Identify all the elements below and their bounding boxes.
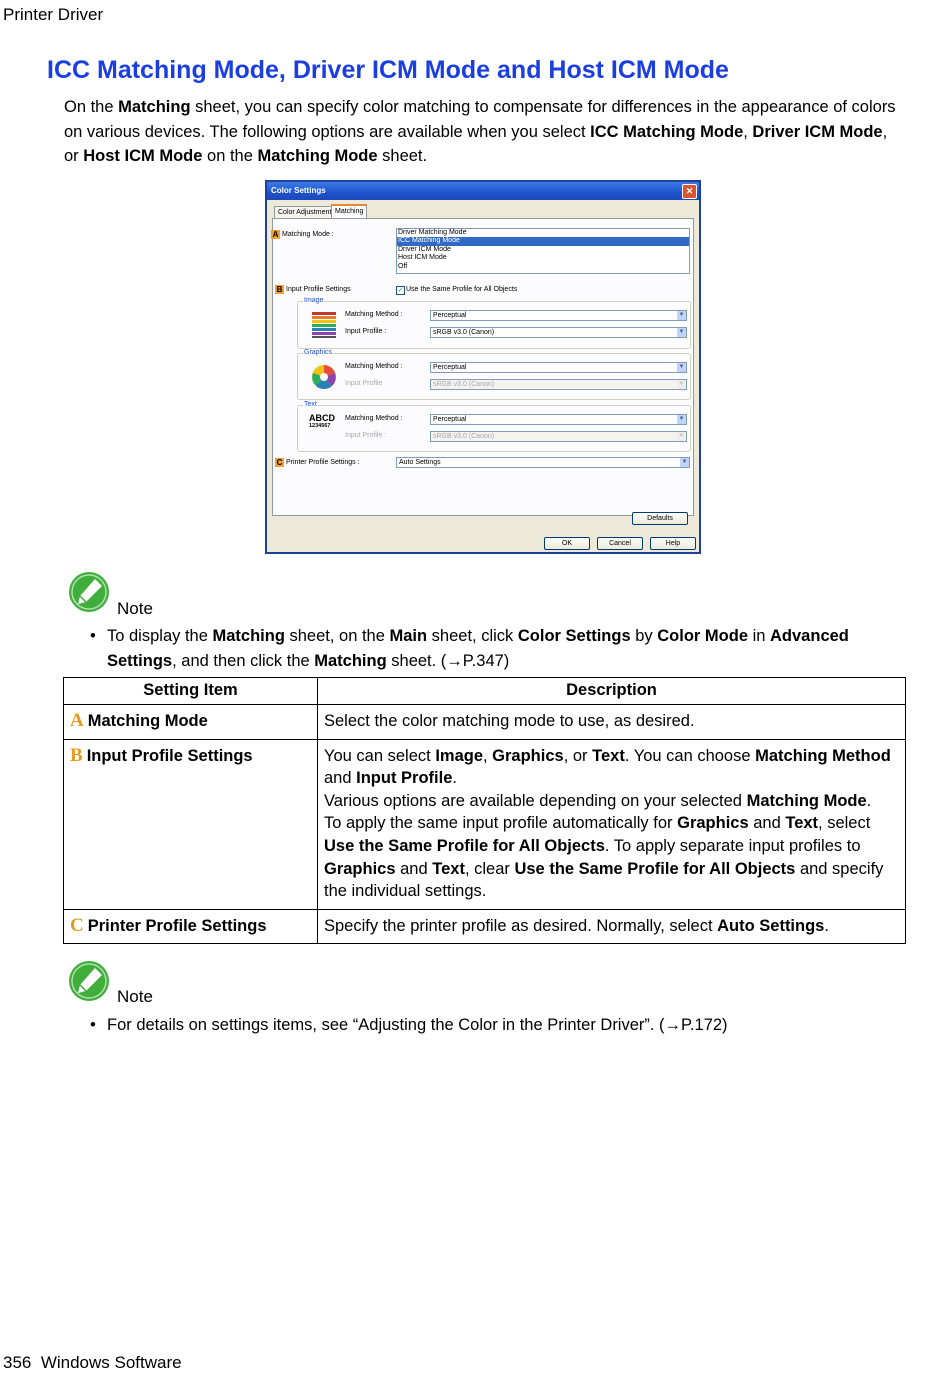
note-bullet xyxy=(90,624,910,674)
same-profile-checkbox[interactable]: ✓ xyxy=(397,287,404,294)
footer-section: Windows Software xyxy=(40,1353,182,1372)
marker-b: B xyxy=(276,285,283,294)
text-profile-select xyxy=(430,431,687,442)
same-profile-label: Use the Same Profile for All Objects xyxy=(406,286,518,293)
dialog-titlebar xyxy=(267,182,699,200)
graphics-method-label: Matching Method : xyxy=(345,363,403,370)
text-profile-label: Input Profile : xyxy=(345,432,387,439)
image-method-value: Perceptual xyxy=(433,312,467,319)
note-bullet xyxy=(90,1013,910,1038)
bullet-icon: • xyxy=(90,627,96,645)
row-name: Matching Mode xyxy=(87,712,208,730)
description-cell: Select the color matching mode to use, as desired. xyxy=(318,705,906,740)
page-footer xyxy=(3,1353,182,1373)
description-cell: Specify the printer profile as desired. Normally, select Auto Settings. xyxy=(318,909,906,944)
graphics-group-title: Graphics xyxy=(304,349,333,356)
image-profile-value: sRGB v3.0 (Canon) xyxy=(433,329,495,336)
tab-matching[interactable]: Matching xyxy=(331,204,367,219)
table-header-row xyxy=(64,678,906,705)
matching-tab-panel xyxy=(272,218,694,522)
row-letter: B xyxy=(70,744,83,766)
matching-mode-listbox[interactable] xyxy=(396,228,690,274)
graphics-method-select[interactable] xyxy=(430,362,687,373)
image-method-select[interactable] xyxy=(430,310,687,321)
image-group xyxy=(297,297,691,349)
note-text: To display the Matching sheet, on the Main sheet, click Color Settings by Color Mode in Advanced Settings, and then click the Matching sheet. (→P.347) xyxy=(107,627,849,670)
note-pencil-icon xyxy=(68,571,110,613)
table-header-description: Description xyxy=(318,678,906,705)
table-header-setting-item: Setting Item xyxy=(64,678,318,705)
cancel-button[interactable]: Cancel xyxy=(597,537,643,550)
text-thumb-line1: ABCD xyxy=(309,413,335,423)
color-settings-dialog xyxy=(265,180,701,554)
list-item[interactable]: Host ICM Mode xyxy=(398,254,447,262)
text-group xyxy=(297,401,691,452)
image-profile-label: Input Profile : xyxy=(345,328,387,335)
text-group-title: Text xyxy=(304,401,317,408)
text-profile-value: sRGB v3.0 (Canon) xyxy=(433,433,495,440)
graphics-profile-value: sRGB v3.0 (Canon) xyxy=(433,381,495,388)
image-method-label: Matching Method : xyxy=(345,311,403,318)
printer-profile-label: Printer Profile Settings : xyxy=(286,459,360,466)
tab-color-adjustment[interactable]: Color Adjustment xyxy=(274,206,335,218)
table-row xyxy=(64,909,906,944)
help-button[interactable]: Help xyxy=(650,537,696,550)
list-item[interactable]: Driver Matching Mode xyxy=(398,229,467,236)
graphics-profile-select xyxy=(430,379,687,390)
note-text: For details on settings items, see “Adjusting the Color in the Printer Driver”. (→P.172) xyxy=(107,1016,728,1034)
setting-item-cell xyxy=(64,739,318,909)
chevron-down-icon[interactable]: ▼ xyxy=(678,329,685,335)
chevron-down-icon[interactable]: ▼ xyxy=(678,416,685,422)
page-number: 356 xyxy=(3,1353,32,1372)
graphics-group xyxy=(297,349,691,400)
input-profile-settings-label: Input Profile Settings xyxy=(286,286,351,293)
graphics-profile-label: Input Profile xyxy=(345,380,383,387)
description-cell: You can select Image, Graphics, or Text. You can choose Matching Method and Input Profile. Various options are available depending on your selected Matching Mode. To apply the same input profile automatically for Graphics and Text, select Use the Same Profile for All Objects. To apply separate input profiles to Graphics and Text, clear Use the Same Profile for All Objects and specify the individual settings. xyxy=(318,739,906,909)
matching-mode-label: Matching Mode : xyxy=(282,231,334,238)
row-name: Input Profile Settings xyxy=(86,746,253,765)
intro-paragraph: On the Matching sheet, you can specify color matching to compensate for differences in the appearance of colors on various devices. The following options are available when you select ICC Matching Mode, Driver ICM Mode, or Host ICM Mode on the Matching Mode sheet. xyxy=(64,98,896,165)
text-method-value: Perceptual xyxy=(433,416,467,423)
graphics-thumbnail-icon xyxy=(310,362,338,392)
dialog-title: Color Settings xyxy=(271,186,326,195)
defaults-button[interactable]: Defaults xyxy=(632,512,688,525)
chevron-down-icon[interactable]: ▼ xyxy=(681,459,688,465)
text-method-select[interactable] xyxy=(430,414,687,425)
list-item[interactable]: Driver ICM Mode xyxy=(398,245,451,253)
text-method-label: Matching Method : xyxy=(345,415,403,422)
printer-profile-select[interactable] xyxy=(396,457,690,468)
note-pencil-icon xyxy=(68,960,110,1002)
marker-c: C xyxy=(276,458,283,467)
note-label: Note xyxy=(117,599,153,618)
image-thumbnail-icon xyxy=(310,310,338,340)
list-item[interactable]: Off xyxy=(398,262,408,270)
text-thumb-line2: 1234567 xyxy=(309,423,331,429)
table-row xyxy=(64,705,906,740)
list-item[interactable]: ICC Matching Mode xyxy=(397,237,689,245)
setting-item-cell xyxy=(64,705,318,740)
setting-item-cell xyxy=(64,909,318,944)
note-label: Note xyxy=(117,987,153,1006)
page-title: ICC Matching Mode, Driver ICM Mode and Host ICM Mode xyxy=(47,56,729,84)
chevron-down-icon[interactable]: ▼ xyxy=(678,312,685,318)
text-thumbnail-icon xyxy=(309,414,337,444)
image-group-title: Image xyxy=(304,297,324,304)
table-row xyxy=(64,739,906,909)
close-icon[interactable]: ✕ xyxy=(682,184,697,199)
bullet-icon: • xyxy=(90,1016,96,1034)
printer-profile-value: Auto Settings xyxy=(399,459,441,466)
running-header: Printer Driver xyxy=(3,5,104,24)
row-letter: C xyxy=(70,914,84,936)
marker-a: A xyxy=(272,230,279,239)
ok-button[interactable]: OK xyxy=(544,537,590,550)
settings-table xyxy=(63,677,906,944)
chevron-down-icon[interactable]: ▼ xyxy=(678,364,685,370)
row-letter: A xyxy=(70,710,84,731)
row-name: Printer Profile Settings xyxy=(87,916,267,935)
image-profile-select[interactable] xyxy=(430,327,687,338)
graphics-method-value: Perceptual xyxy=(433,364,467,371)
chevron-down-icon: ▼ xyxy=(678,433,685,439)
chevron-down-icon: ▼ xyxy=(678,381,685,387)
